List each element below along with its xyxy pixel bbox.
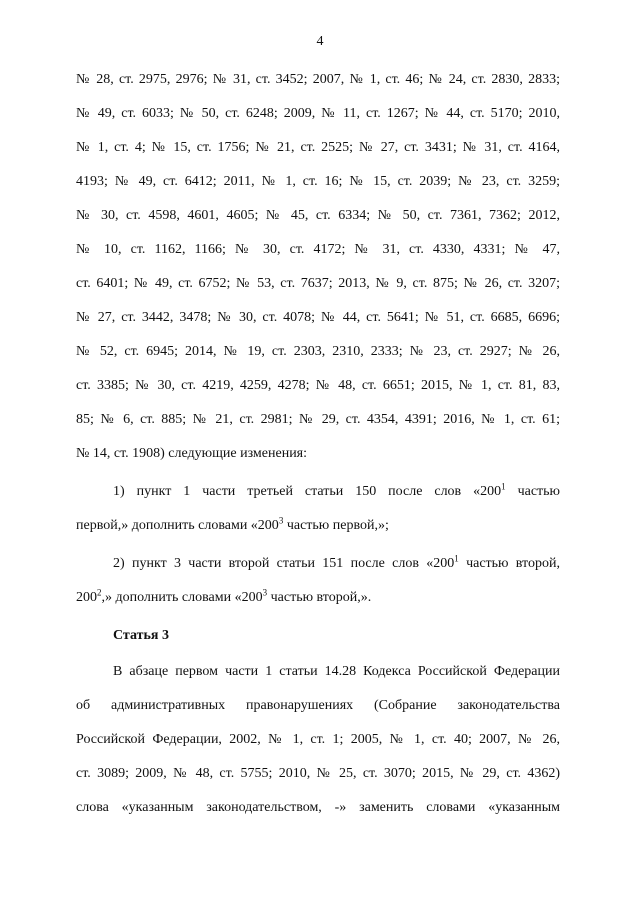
list-item-1: 1) пункт 1 части третьей статьи 150 после слов «$200^1$ частью — [113, 481, 561, 499]
article-text-line: слова «указанным законодательством, -» заменить словами «указанным — [76, 800, 560, 815]
text-line: № 30, ст. 4598, 4601, 4605; № 45, ст. 6334; № 50, ст. 7361, 7362; 2012, — [76, 208, 560, 223]
text-line: ст. 3385; № 30, ст. 4219, 4259, 4278; № 48, ст. 6651; 2015, № 1, ст. 81, 83, — [76, 378, 560, 393]
list-item-2-continuation: $200^2$,» дополнить словами «$200^3$ частью второй,». — [76, 587, 372, 605]
text-line: № 10, ст. 1162, 1166; № 30, ст. 4172; № 31, ст. 4330, 4331; № 47, — [76, 242, 560, 257]
text-line: № 28, ст. 2975, 2976; № 31, ст. 3452; 2007, № 1, ст. 46; № 24, ст. 2830, 2833; — [76, 72, 560, 87]
article-text-line: Российской Федерации, 2002, № 1, ст. 1; 2005, № 1, ст. 40; 2007, № 26, — [76, 732, 560, 747]
text-line: ст. 6401; № 49, ст. 6752; № 53, ст. 7637; 2013, № 9, ст. 875; № 26, ст. 3207; — [76, 276, 560, 291]
text-line: № 27, ст. 3442, 3478; № 30, ст. 4078; № 44, ст. 5641; № 51, ст. 6685, 6696; — [76, 310, 560, 325]
article-heading: Статья 3 — [113, 628, 169, 643]
article-text-line: ст. 3089; 2009, № 48, ст. 5755; 2010, № 25, ст. 3070; 2015, № 29, ст. 4362) — [76, 766, 560, 781]
text-line: № 1, ст. 4; № 15, ст. 1756; № 21, ст. 2525; № 27, ст. 3431; № 31, ст. 4164, — [76, 140, 560, 155]
article-text-line: В абзаце первом части 1 статьи 14.28 Кодекса Российской Федерации — [113, 664, 560, 679]
text-line: № 14, ст. 1908) следующие изменения: — [76, 446, 308, 461]
text-line: 4193; № 49, ст. 6412; 2011, № 1, ст. 16; № 15, ст. 2039; № 23, ст. 3259; — [76, 174, 560, 189]
text-line: № 49, ст. 6033; № 50, ст. 6248; 2009, № 11, ст. 1267; № 44, ст. 5170; 2010, — [76, 106, 560, 121]
text-line: № 52, ст. 6945; 2014, № 19, ст. 2303, 2310, 2333; № 23, ст. 2927; № 26, — [76, 344, 560, 359]
list-item-2: 2) пункт 3 части второй статьи 151 после слов «$200^1$ частью второй, — [113, 553, 560, 571]
article-text-line: об административных правонарушениях (Собрание законодательства — [76, 698, 560, 713]
list-item-1-continuation: первой,» дополнить словами «$200^3$ частью первой,»; — [76, 515, 389, 533]
page-number: 4 — [316, 34, 324, 49]
text-line: 85; № 6, ст. 885; № 21, ст. 2981; № 29, ст. 4354, 4391; 2016, № 1, ст. 61; — [76, 412, 560, 427]
